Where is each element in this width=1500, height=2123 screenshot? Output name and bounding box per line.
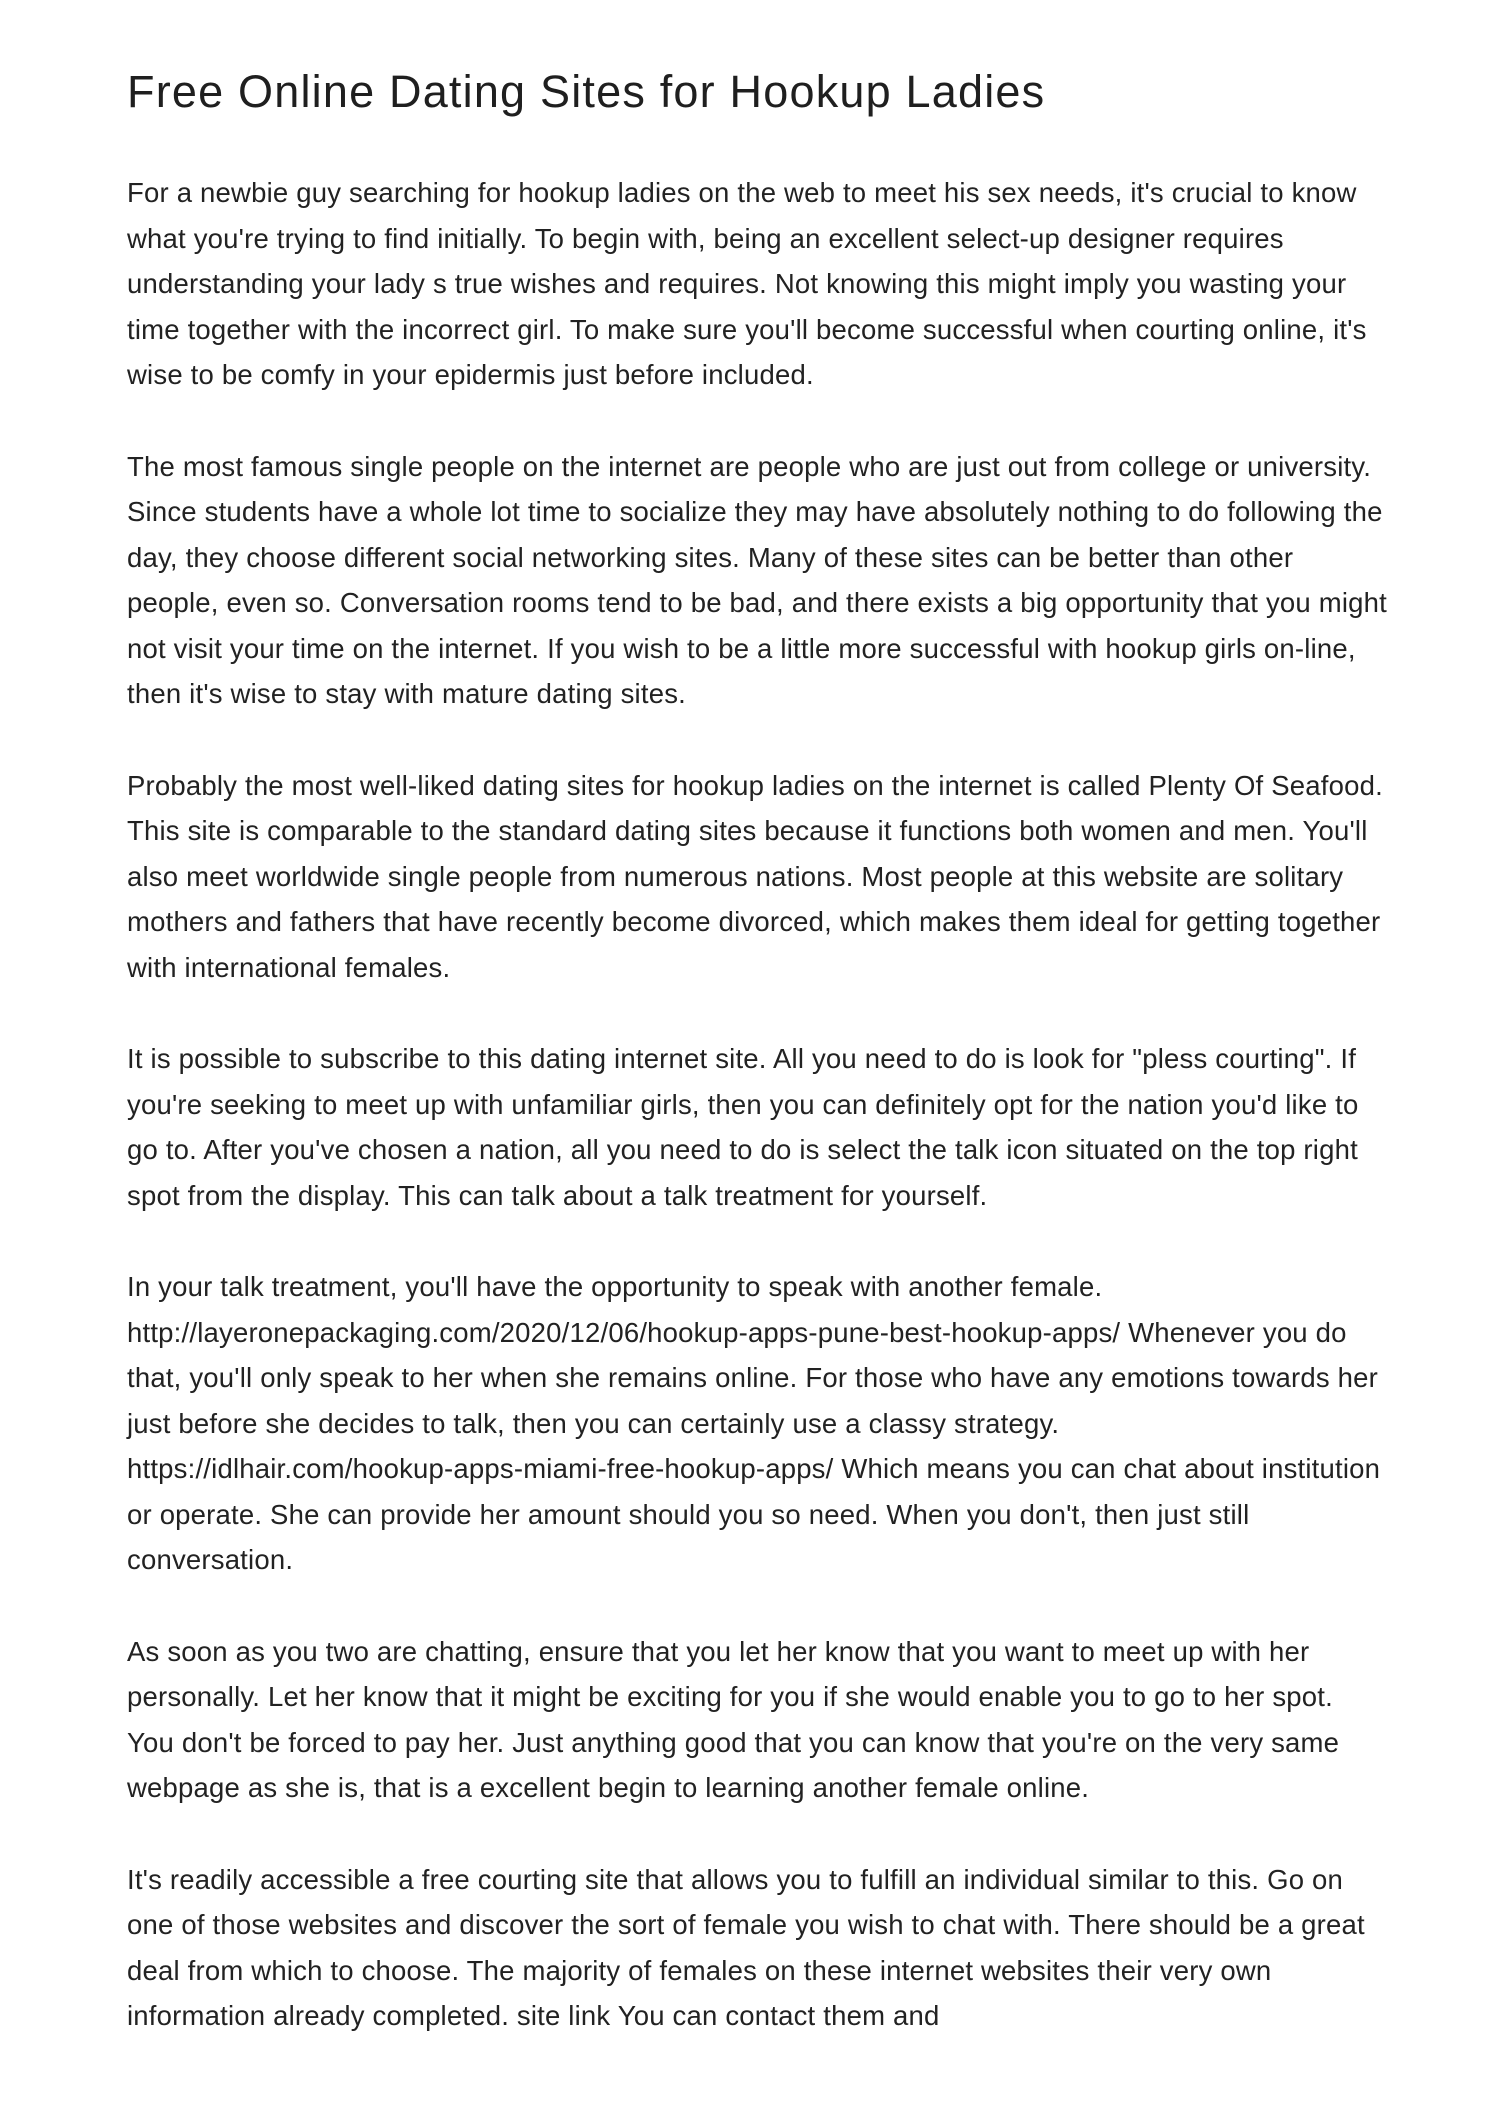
article-body	[127, 170, 1387, 2039]
page-title: Free Online Dating Sites for Hookup Ladies	[127, 66, 1046, 117]
paragraph: It's readily accessible a free courting site that allows you to fulfill an individual similar to this. Go on one of those websites and discover the sort of female you wish to chat with. There should be a great deal from which to choose. The majority of females on these internet websites their very own information already completed. site link You can contact them and	[127, 1863, 1365, 2031]
paragraph: In your talk treatment, you'll have the opportunity to speak with another female. http://layeronepackaging.com/2020/12/06/hookup-apps-pune-best-hookup-apps/ Whenever you do that, you'll only speak to her when she remains online. For those who have any emotions towards her just before she decides to talk, then you can certainly use a classy strategy. https://idlhair.com/hookup-apps-miami-free-hookup-apps/ Which means you can chat about institution or operate. She can provide her amount should you so need. When you don't, then just still conversation.	[127, 1271, 1381, 1575]
paragraph: For a newbie guy searching for hookup ladies on the web to meet his sex needs, it's crucial to know what you're trying to find initially. To begin with, being an excellent select-up designer requires understanding your lady s true wishes and requires. Not knowing this might imply you wasting your time together with the incorrect girl. To make sure you'll become successful when courting online, it's wise to be comfy in your epidermis just before included.	[127, 177, 1367, 390]
paragraph: It is possible to subscribe to this dating internet site. All you need to do is look for "pless courting". If you're seeking to meet up with unfamiliar girls, then you can definitely opt for the nation you'd like to go to. After you've chosen a nation, all you need to do is select the talk icon situated on the top right spot from the display. This can talk about a talk treatment for yourself.	[127, 1043, 1359, 1211]
paragraph: The most famous single people on the internet are people who are just out from college or university. Since students have a whole lot time to socialize they may have absolutely nothing to do following the day, they choose different social networking sites. Many of these sites can be better than other people, even so. Conversation rooms tend to be bad, and there exists a big opportunity that you might not visit your time on the internet. If you wish to be a little more successful with hookup girls on-line, then it's wise to stay with mature dating sites.	[127, 450, 1387, 709]
paragraph: As soon as you two are chatting, ensure that you let her know that you want to meet up with her personally. Let her know that it might be exciting for you if she would enable you to go to her spot. You don't be forced to pay her. Just anything good that you can know that you're on the very same webpage as she is, that is a excellent begin to learning another female online.	[127, 1635, 1340, 1803]
paragraph: Probably the most well-liked dating sites for hookup ladies on the internet is called Plenty Of Seafood. This site is comparable to the standard dating sites because it functions both women and men. You'll also meet worldwide single people from numerous nations. Most people at this website are solitary mothers and fathers that have recently become divorced, which makes them ideal for getting together with international females.	[127, 769, 1383, 983]
document-page	[127, 62, 1387, 2085]
